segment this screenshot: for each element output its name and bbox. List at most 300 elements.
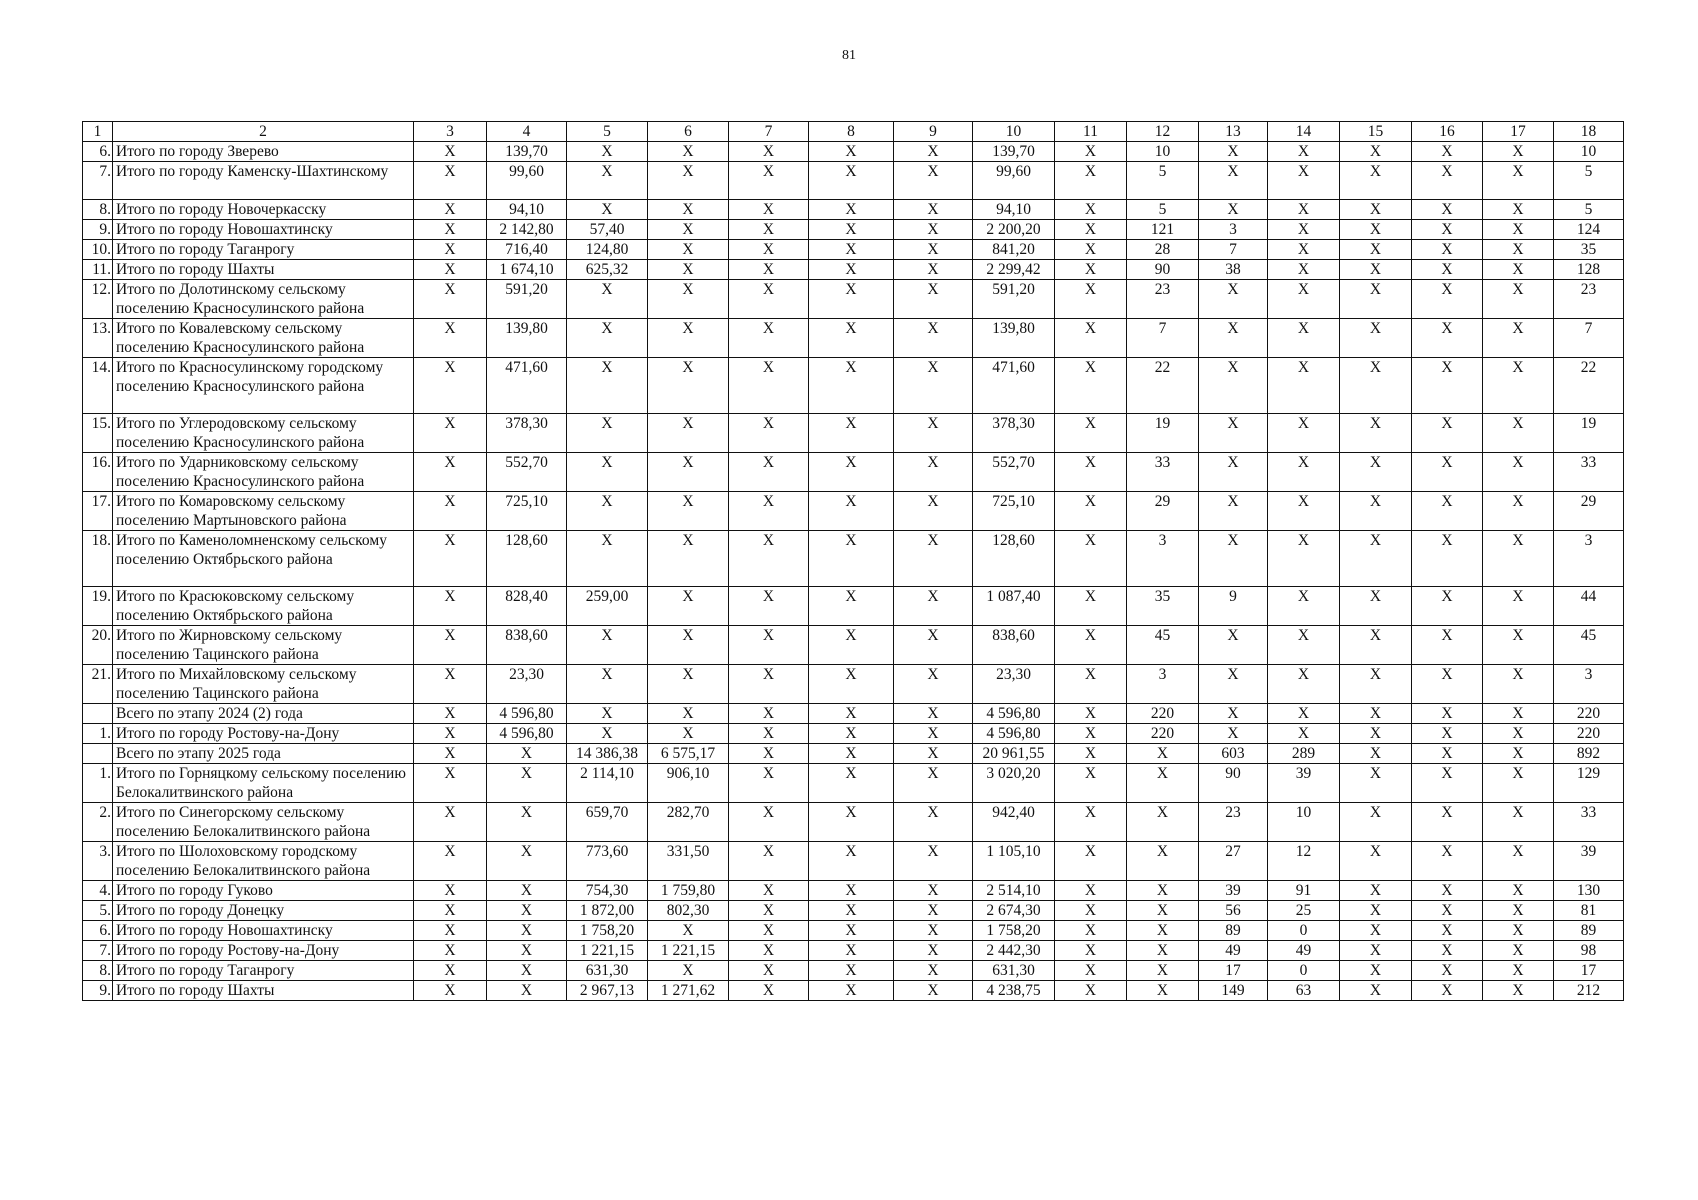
value-cell: 22 [1127, 358, 1199, 414]
value-cell: 631,30 [567, 961, 648, 981]
value-cell: X [1127, 901, 1199, 921]
value-cell: 39 [1199, 881, 1268, 901]
value-cell: X [1483, 319, 1554, 358]
value-cell: 378,30 [973, 414, 1055, 453]
value-cell: X [567, 665, 648, 704]
value-cell: 139,80 [973, 319, 1055, 358]
value-cell: 942,40 [973, 803, 1055, 842]
value-cell: X [729, 842, 809, 881]
value-cell: X [1055, 142, 1127, 162]
value-cell: X [1340, 280, 1412, 319]
value-cell: X [1055, 921, 1127, 941]
row-name-cell: Итого по Михайловскому сельскому поселению Тацинского района [113, 665, 414, 704]
value-cell: X [1055, 280, 1127, 319]
value-cell: 81 [1554, 901, 1624, 921]
header-cell: 9 [894, 122, 973, 142]
value-cell: 1 872,00 [567, 901, 648, 921]
row-name-cell: Итого по городу Ростову-на-Дону [113, 941, 414, 961]
value-cell: X [1412, 260, 1483, 280]
value-cell: X [729, 764, 809, 803]
value-cell: X [1055, 764, 1127, 803]
value-cell: 33 [1554, 453, 1624, 492]
table-row [83, 901, 1624, 921]
header-cell: 5 [567, 122, 648, 142]
header-cell: 8 [809, 122, 894, 142]
row-number-cell: 12. [83, 280, 113, 319]
value-cell: X [1199, 200, 1268, 220]
value-cell: X [1199, 724, 1268, 744]
value-cell: X [414, 744, 487, 764]
row-number-cell: 5. [83, 901, 113, 921]
value-cell: X [1127, 803, 1199, 842]
value-cell: X [414, 492, 487, 531]
value-cell: X [1412, 531, 1483, 587]
table-row [83, 921, 1624, 941]
value-cell: X [894, 200, 973, 220]
table-row [83, 803, 1624, 842]
value-cell: X [729, 453, 809, 492]
table-row [83, 142, 1624, 162]
value-cell: 44 [1554, 587, 1624, 626]
value-cell: X [414, 260, 487, 280]
value-cell: 552,70 [487, 453, 567, 492]
row-number-cell: 11. [83, 260, 113, 280]
value-cell: X [1055, 453, 1127, 492]
value-cell: X [567, 531, 648, 587]
value-cell: X [1412, 803, 1483, 842]
value-cell: X [729, 414, 809, 453]
value-cell: X [1483, 162, 1554, 200]
value-cell: 45 [1554, 626, 1624, 665]
value-cell: X [809, 961, 894, 981]
value-cell: X [809, 280, 894, 319]
value-cell: 130 [1554, 881, 1624, 901]
value-cell: X [414, 665, 487, 704]
value-cell: 23,30 [487, 665, 567, 704]
value-cell: X [1199, 414, 1268, 453]
value-cell: X [567, 280, 648, 319]
value-cell: 754,30 [567, 881, 648, 901]
value-cell: X [729, 881, 809, 901]
value-cell: X [1127, 961, 1199, 981]
value-cell: X [1055, 901, 1127, 921]
table-row [83, 358, 1624, 414]
value-cell: 1 221,15 [567, 941, 648, 961]
row-name-cell: Итого по городу Зверево [113, 142, 414, 162]
value-cell: X [414, 200, 487, 220]
table-row [83, 260, 1624, 280]
value-cell: X [567, 492, 648, 531]
value-cell: X [567, 626, 648, 665]
row-number-cell: 6. [83, 921, 113, 941]
value-cell: 6 575,17 [648, 744, 729, 764]
value-cell: X [1483, 220, 1554, 240]
row-name-cell: Итого по городу Новочеркасску [113, 200, 414, 220]
value-cell: X [648, 280, 729, 319]
value-cell: X [1268, 260, 1340, 280]
value-cell: X [648, 319, 729, 358]
value-cell: X [1340, 492, 1412, 531]
value-cell: X [1412, 492, 1483, 531]
value-cell: X [414, 842, 487, 881]
row-name-cell: Итого по городу Шахты [113, 260, 414, 280]
value-cell: X [1199, 626, 1268, 665]
value-cell: X [414, 724, 487, 744]
value-cell: X [648, 453, 729, 492]
value-cell: 0 [1268, 961, 1340, 981]
row-number-cell: 10. [83, 240, 113, 260]
value-cell: 631,30 [973, 961, 1055, 981]
value-cell: X [487, 744, 567, 764]
value-cell: X [1412, 587, 1483, 626]
value-cell: X [1055, 414, 1127, 453]
value-cell: X [648, 162, 729, 200]
value-cell: X [1412, 881, 1483, 901]
value-cell: X [648, 414, 729, 453]
header-cell: 18 [1554, 122, 1624, 142]
value-cell: 90 [1127, 260, 1199, 280]
value-cell: X [648, 724, 729, 744]
row-number-cell: 2. [83, 803, 113, 842]
value-cell: X [894, 531, 973, 587]
table-row [83, 319, 1624, 358]
value-cell: X [894, 842, 973, 881]
value-cell: X [1055, 665, 1127, 704]
row-number-cell: 13. [83, 319, 113, 358]
value-cell: 591,20 [487, 280, 567, 319]
value-cell: X [1268, 142, 1340, 162]
value-cell: X [1055, 162, 1127, 200]
value-cell: X [729, 724, 809, 744]
row-number-cell: 14. [83, 358, 113, 414]
value-cell: X [1483, 142, 1554, 162]
table-row [83, 414, 1624, 453]
value-cell: X [729, 531, 809, 587]
value-cell: X [1412, 280, 1483, 319]
value-cell: X [1199, 704, 1268, 724]
value-cell: X [894, 981, 973, 1001]
value-cell: X [1268, 319, 1340, 358]
value-cell: X [894, 280, 973, 319]
value-cell: X [414, 626, 487, 665]
value-cell: 129 [1554, 764, 1624, 803]
value-cell: X [1412, 142, 1483, 162]
value-cell: X [1412, 744, 1483, 764]
value-cell: 20 961,55 [973, 744, 1055, 764]
value-cell: 27 [1199, 842, 1268, 881]
value-cell: X [1483, 981, 1554, 1001]
row-number-cell: 20. [83, 626, 113, 665]
value-cell: X [1340, 319, 1412, 358]
value-cell: X [1127, 921, 1199, 941]
table-row [83, 881, 1624, 901]
value-cell: 773,60 [567, 842, 648, 881]
value-cell: X [1412, 220, 1483, 240]
header-cell: 11 [1055, 122, 1127, 142]
value-cell: X [1483, 704, 1554, 724]
value-cell: X [1268, 665, 1340, 704]
value-cell: X [414, 319, 487, 358]
value-cell: X [809, 981, 894, 1001]
value-cell: X [1412, 162, 1483, 200]
value-cell: X [648, 921, 729, 941]
value-cell: 49 [1199, 941, 1268, 961]
value-cell: X [414, 704, 487, 724]
value-cell: 1 105,10 [973, 842, 1055, 881]
value-cell: X [894, 220, 973, 240]
value-cell: 23,30 [973, 665, 1055, 704]
value-cell: 1 221,15 [648, 941, 729, 961]
row-name-cell: Итого по городу Новошахтинску [113, 921, 414, 941]
value-cell: X [809, 358, 894, 414]
value-cell: X [809, 531, 894, 587]
row-number-cell: 7. [83, 941, 113, 961]
value-cell: 7 [1199, 240, 1268, 260]
table-row [83, 981, 1624, 1001]
table-row [83, 626, 1624, 665]
value-cell: 3 [1127, 665, 1199, 704]
value-cell: X [1055, 587, 1127, 626]
value-cell: X [1268, 453, 1340, 492]
value-cell: X [729, 626, 809, 665]
row-number-cell [83, 704, 113, 724]
row-number-cell: 1. [83, 764, 113, 803]
value-cell: X [567, 358, 648, 414]
value-cell: X [1412, 626, 1483, 665]
value-cell: X [414, 142, 487, 162]
table-row [83, 200, 1624, 220]
value-cell: X [894, 319, 973, 358]
value-cell: X [1483, 453, 1554, 492]
table-row [83, 531, 1624, 587]
value-cell: 10 [1268, 803, 1340, 842]
row-number-cell: 3. [83, 842, 113, 881]
value-cell: X [1340, 961, 1412, 981]
row-name-cell: Итого по городу Каменску-Шахтинскому [113, 162, 414, 200]
value-cell: X [1055, 981, 1127, 1001]
value-cell: X [1127, 842, 1199, 881]
value-cell: X [809, 414, 894, 453]
row-name-cell: Итого по городу Таганрогу [113, 961, 414, 981]
value-cell: 2 967,13 [567, 981, 648, 1001]
value-cell: X [729, 260, 809, 280]
value-cell: X [894, 901, 973, 921]
value-cell: X [1268, 531, 1340, 587]
table-row [83, 764, 1624, 803]
value-cell: X [1483, 260, 1554, 280]
value-cell: X [894, 260, 973, 280]
value-cell: X [414, 358, 487, 414]
value-cell: X [1055, 319, 1127, 358]
value-cell: X [729, 704, 809, 724]
value-cell: X [1268, 162, 1340, 200]
value-cell: X [894, 665, 973, 704]
value-cell: X [487, 921, 567, 941]
value-cell: X [1055, 803, 1127, 842]
value-cell: X [1412, 921, 1483, 941]
value-cell: 1 271,62 [648, 981, 729, 1001]
value-cell: X [1412, 704, 1483, 724]
row-name-cell: Итого по Ковалевскому сельскому поселению Красносулинского района [113, 319, 414, 358]
value-cell: X [1412, 842, 1483, 881]
value-cell: 1 087,40 [973, 587, 1055, 626]
header-cell: 10 [973, 122, 1055, 142]
value-cell: X [1483, 941, 1554, 961]
header-cell: 7 [729, 122, 809, 142]
value-cell: 289 [1268, 744, 1340, 764]
value-cell: X [1412, 901, 1483, 921]
table-row [83, 665, 1624, 704]
value-cell: X [1412, 453, 1483, 492]
value-cell: 10 [1127, 142, 1199, 162]
row-name-cell: Итого по Долотинскому сельскому поселению Красносулинского района [113, 280, 414, 319]
value-cell: X [1483, 665, 1554, 704]
value-cell: 659,70 [567, 803, 648, 842]
row-name-cell: Итого по городу Таганрогу [113, 240, 414, 260]
row-name-cell: Итого по Горняцкому сельскому поселению Белокалитвинского района [113, 764, 414, 803]
value-cell: 4 596,80 [973, 704, 1055, 724]
value-cell: X [1340, 587, 1412, 626]
table-row [83, 744, 1624, 764]
value-cell: X [894, 961, 973, 981]
value-cell: X [414, 941, 487, 961]
value-cell: X [1268, 280, 1340, 319]
value-cell: X [1055, 881, 1127, 901]
value-cell: 5 [1554, 200, 1624, 220]
value-cell: X [1483, 531, 1554, 587]
value-cell: 625,32 [567, 260, 648, 280]
value-cell: 139,80 [487, 319, 567, 358]
value-cell: X [1055, 492, 1127, 531]
value-cell: X [1483, 414, 1554, 453]
value-cell: X [414, 981, 487, 1001]
table-row [83, 941, 1624, 961]
value-cell: 716,40 [487, 240, 567, 260]
value-cell: 57,40 [567, 220, 648, 240]
row-number-cell: 8. [83, 961, 113, 981]
value-cell: 94,10 [973, 200, 1055, 220]
row-number-cell: 8. [83, 200, 113, 220]
value-cell: X [1199, 142, 1268, 162]
value-cell: X [894, 162, 973, 200]
value-cell: X [1340, 414, 1412, 453]
value-cell: 725,10 [487, 492, 567, 531]
value-cell: X [1055, 744, 1127, 764]
header-cell: 12 [1127, 122, 1199, 142]
value-cell: X [894, 587, 973, 626]
value-cell: X [1412, 200, 1483, 220]
value-cell: X [1340, 901, 1412, 921]
value-cell: X [729, 358, 809, 414]
page-number: 81 [842, 48, 856, 63]
value-cell: X [1199, 162, 1268, 200]
row-number-cell: 19. [83, 587, 113, 626]
value-cell: X [1340, 803, 1412, 842]
value-cell: X [414, 453, 487, 492]
value-cell: X [1483, 358, 1554, 414]
row-name-cell: Итого по городу Гуково [113, 881, 414, 901]
value-cell: 19 [1127, 414, 1199, 453]
value-cell: 35 [1554, 240, 1624, 260]
value-cell: X [1055, 220, 1127, 240]
value-cell: X [729, 162, 809, 200]
value-cell: X [894, 240, 973, 260]
value-cell: 4 596,80 [487, 704, 567, 724]
value-cell: X [1483, 803, 1554, 842]
row-name-cell: Итого по Жирновскому сельскому поселению Тацинского района [113, 626, 414, 665]
table-row [83, 240, 1624, 260]
value-cell: X [729, 280, 809, 319]
row-number-cell: 9. [83, 981, 113, 1001]
value-cell: X [1127, 881, 1199, 901]
value-cell: X [809, 142, 894, 162]
value-cell: 17 [1554, 961, 1624, 981]
value-cell: X [567, 200, 648, 220]
value-cell: X [1483, 744, 1554, 764]
value-cell: 1 758,20 [567, 921, 648, 941]
value-cell: X [414, 764, 487, 803]
value-cell: 471,60 [487, 358, 567, 414]
value-cell: X [1268, 587, 1340, 626]
table-row [83, 961, 1624, 981]
value-cell: X [567, 142, 648, 162]
value-cell: X [1340, 453, 1412, 492]
row-name-cell: Итого по Красносулинскому городскому поселению Красносулинского района [113, 358, 414, 414]
value-cell: X [1127, 941, 1199, 961]
value-cell: X [648, 142, 729, 162]
value-cell: 89 [1199, 921, 1268, 941]
value-cell: X [1340, 981, 1412, 1001]
value-cell: X [729, 901, 809, 921]
value-cell: 9 [1199, 587, 1268, 626]
value-cell: X [809, 453, 894, 492]
value-cell: 725,10 [973, 492, 1055, 531]
value-cell: X [1127, 764, 1199, 803]
value-cell: X [1055, 941, 1127, 961]
value-cell: 28 [1127, 240, 1199, 260]
value-cell: X [809, 162, 894, 200]
value-cell: X [729, 961, 809, 981]
value-cell: 906,10 [648, 764, 729, 803]
value-cell: X [1483, 764, 1554, 803]
value-cell: X [1340, 724, 1412, 744]
value-cell: X [1483, 724, 1554, 744]
value-cell: X [1340, 240, 1412, 260]
value-cell: X [1340, 665, 1412, 704]
row-number-cell: 15. [83, 414, 113, 453]
value-cell: 98 [1554, 941, 1624, 961]
value-cell: X [729, 142, 809, 162]
value-cell: X [1340, 358, 1412, 414]
value-cell: X [1483, 921, 1554, 941]
value-cell: X [414, 220, 487, 240]
value-cell: 38 [1199, 260, 1268, 280]
value-cell: X [487, 764, 567, 803]
value-cell: X [1483, 280, 1554, 319]
row-number-cell: 17. [83, 492, 113, 531]
value-cell: 25 [1268, 901, 1340, 921]
value-cell: X [1268, 626, 1340, 665]
value-cell: X [1412, 941, 1483, 961]
value-cell: 802,30 [648, 901, 729, 921]
value-cell: X [487, 981, 567, 1001]
value-cell: X [729, 240, 809, 260]
value-cell: 552,70 [973, 453, 1055, 492]
value-cell: X [894, 941, 973, 961]
value-cell: 0 [1268, 921, 1340, 941]
value-cell: X [648, 961, 729, 981]
value-cell: 33 [1127, 453, 1199, 492]
